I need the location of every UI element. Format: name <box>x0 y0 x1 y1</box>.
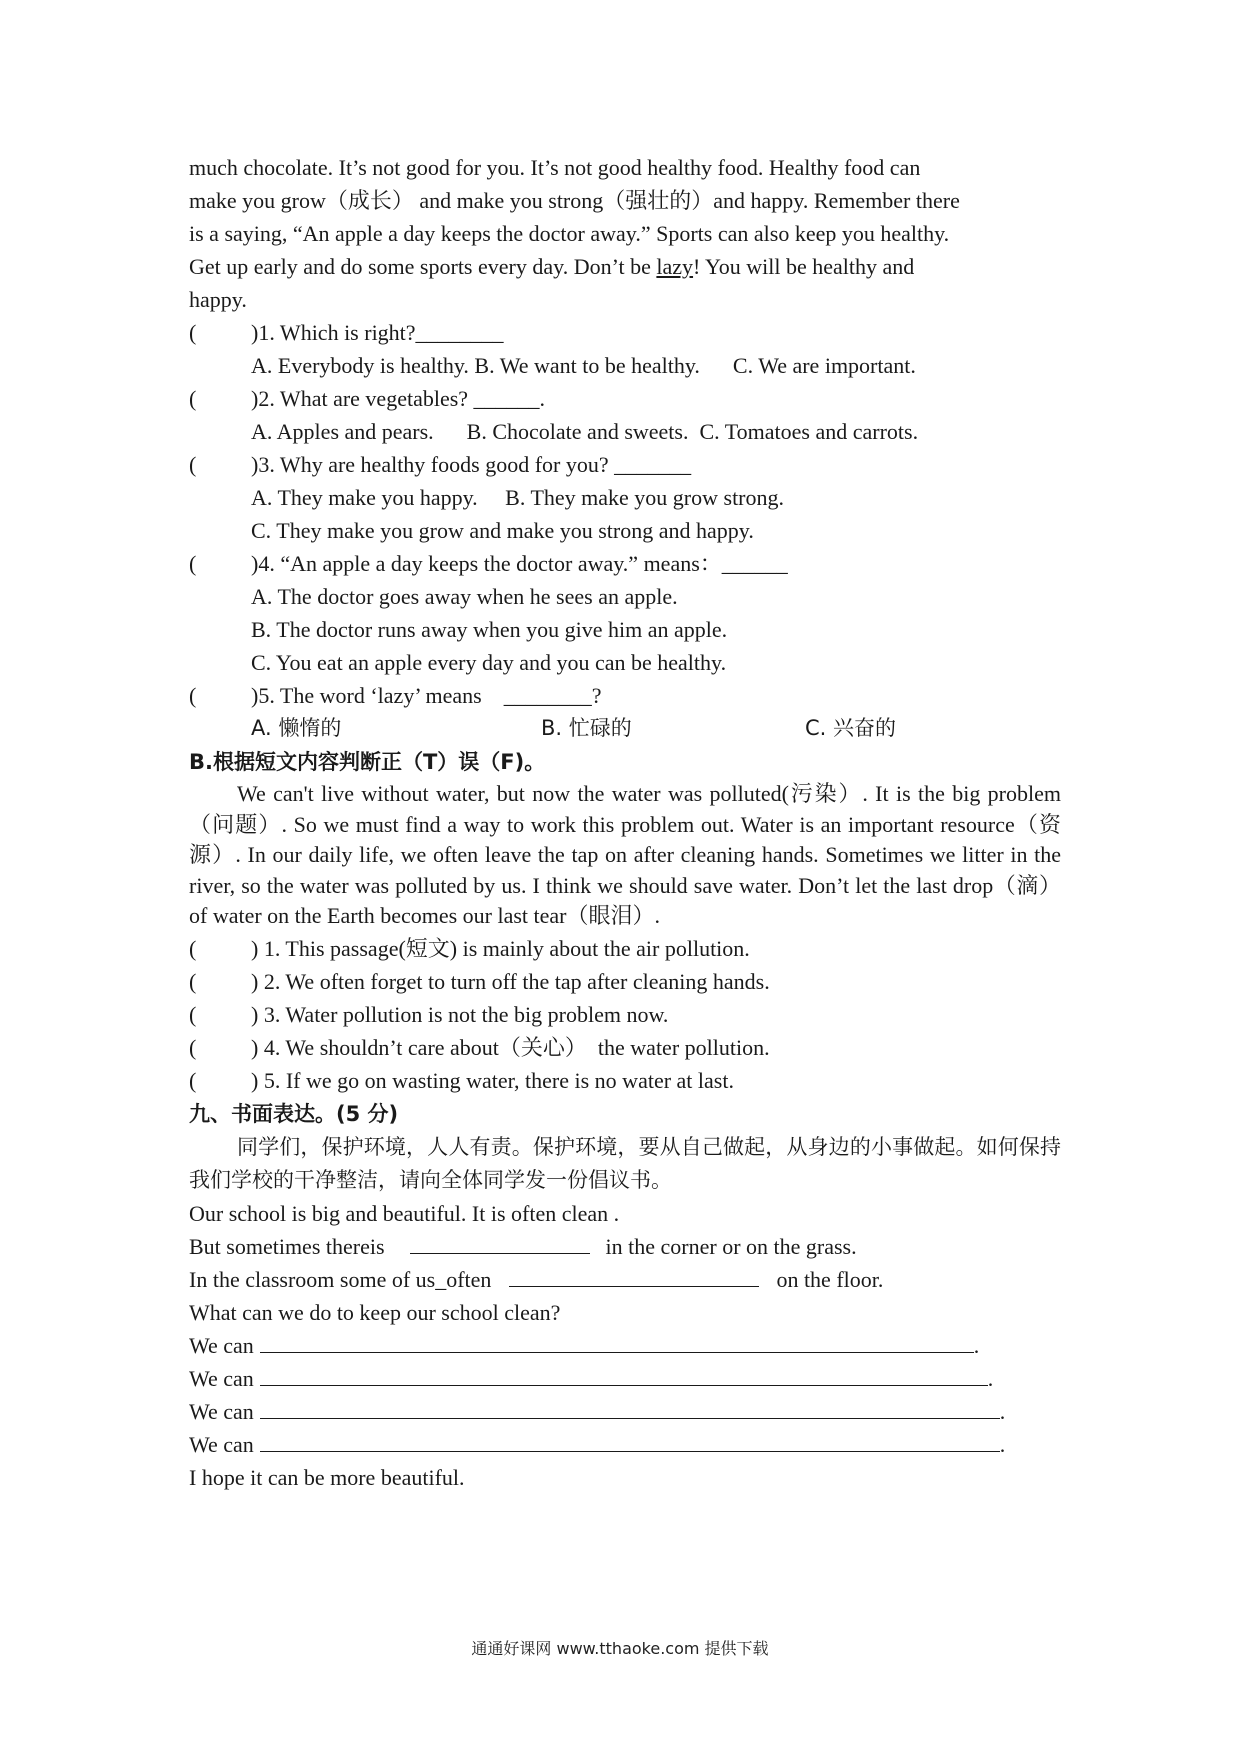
writing-prompt: 同学们，保护环境，人人有责。保护环境，要从自己做起，从身边的小事做起。如何保持我们学校的干净整洁，请向全体同学发一份倡议书。 <box>189 1134 1061 1192</box>
passage-a-line-1: much chocolate. It’s not good for you. It’s not good healthy food. Healthy food can <box>189 155 921 180</box>
we-can-label: We can <box>189 1431 254 1457</box>
footer-credit: 通通好课网 www.tthaoke.com 提供下载 <box>471 1639 769 1658</box>
option-a: A. 懒惰的 <box>251 716 342 740</box>
question-3-option-c: C. They make you grow and make you strong and happy. <box>251 518 754 543</box>
question-stem: )2. What are vegetables? ______. <box>251 386 546 411</box>
question-1-options: A. Everybody is healthy. B. We want to be healthy. C. We are important. <box>251 353 916 378</box>
passage-a-line-4-start: Get up early and do some sports every day. Don’t be <box>189 254 657 279</box>
question-2 <box>189 382 1061 415</box>
answer-paren[interactable]: ( <box>189 320 197 345</box>
writing-blank[interactable] <box>260 1363 988 1386</box>
writing-line-3-start: In the classroom some of us_often <box>189 1266 492 1292</box>
question-4 <box>189 547 1061 580</box>
writing-line-1: Our school is big and beautiful. It is often clean . <box>189 1200 620 1226</box>
we-can-label: We can <box>189 1365 254 1391</box>
tf-statement: ) 3. Water pollution is not the big problem now. <box>251 1001 669 1027</box>
closing-line: I hope it can be more beautiful. <box>189 1464 465 1490</box>
tf-statement: ) 5. If we go on wasting water, there is no water at last. <box>251 1067 734 1093</box>
answer-paren[interactable]: ( <box>189 1034 197 1060</box>
writing-blank[interactable] <box>260 1396 1000 1419</box>
line-period: . <box>973 1332 980 1358</box>
line-period: . <box>999 1398 1006 1424</box>
answer-paren[interactable]: ( <box>189 452 197 477</box>
passage-a-line-3: is a saying, “An apple a day keeps the doctor away.” Sports can also keep you healthy. <box>189 221 950 246</box>
writing-blank[interactable] <box>260 1330 974 1353</box>
tf-statement: ) 1. This passage(短文) is mainly about the air pollution. <box>251 935 750 961</box>
answer-paren[interactable]: ( <box>189 683 197 708</box>
question-5 <box>189 679 1061 712</box>
tf-item-5 <box>189 1064 1061 1097</box>
passage-a-line-5: happy. <box>189 287 247 312</box>
option-b: B. 忙碌的 <box>541 716 632 740</box>
we-can-line-3 <box>189 1395 1061 1428</box>
question-3-options-ab: A. They make you happy. B. They make you grow strong. <box>251 485 785 510</box>
writing-line-2-start: But sometimes thereis <box>189 1233 385 1259</box>
answer-paren[interactable]: ( <box>189 551 197 576</box>
question-1 <box>189 316 1061 349</box>
writing-line-3 <box>189 1263 1061 1296</box>
answer-paren[interactable]: ( <box>189 935 197 961</box>
question-stem: )5. The word ‘lazy’ means ________? <box>251 683 602 708</box>
we-can-label: We can <box>189 1398 254 1424</box>
tf-statement: ) 4. We shouldn’t care about（关心） the water pollution. <box>251 1034 770 1060</box>
option-c: C. 兴奋的 <box>805 716 897 740</box>
question-4-option-b: B. The doctor runs away when you give him an apple. <box>251 617 728 642</box>
answer-paren[interactable]: ( <box>189 1067 197 1093</box>
section-9-title: 九、书面表达。(5 分) <box>189 1101 399 1126</box>
we-can-label: We can <box>189 1332 254 1358</box>
page-content <box>189 151 1061 1494</box>
we-can-line-4 <box>189 1428 1061 1461</box>
tf-item-2 <box>189 965 1061 998</box>
question-2-options: A. Apples and pears. B. Chocolate and sweets. C. Tomatoes and carrots. <box>251 419 919 444</box>
line-period: . <box>999 1431 1006 1457</box>
question-3 <box>189 448 1061 481</box>
tf-statement: ) 2. We often forget to turn off the tap after cleaning hands. <box>251 968 770 994</box>
passage-a-line-4-end: ! You will be healthy and <box>693 254 915 279</box>
we-can-line-1 <box>189 1329 1061 1362</box>
question-5-options <box>189 712 1061 745</box>
we-can-line-2 <box>189 1362 1061 1395</box>
writing-line-2 <box>189 1230 1061 1263</box>
question-stem: )1. Which is right?________ <box>251 320 504 345</box>
writing-line-2-end: in the corner or on the grass. <box>605 1233 857 1259</box>
fill-in-blank[interactable] <box>410 1233 590 1254</box>
underlined-word-lazy: lazy <box>656 254 694 279</box>
answer-paren[interactable]: ( <box>189 386 197 411</box>
tf-item-3 <box>189 998 1061 1031</box>
line-period: . <box>987 1365 994 1391</box>
question-stem: )4. “An apple a day keeps the doctor away.” means：______ <box>251 551 788 576</box>
writing-line-3-end: on the floor. <box>776 1266 884 1292</box>
question-4-option-c: C. You eat an apple every day and you can be healthy. <box>251 650 727 675</box>
section-b-title: B.根据短文内容判断正（T）误（F)。 <box>189 750 546 774</box>
writing-line-4: What can we do to keep our school clean? <box>189 1299 561 1325</box>
question-stem: )3. Why are healthy foods good for you? _______ <box>251 452 692 477</box>
writing-blank[interactable] <box>260 1429 1000 1452</box>
passage-a-line-2: make you grow（成长） and make you strong（强壮的）and happy. Remember there <box>189 188 960 213</box>
passage-a-line-4 <box>189 250 1061 283</box>
passage-b: We can't live without water, but now the water was polluted(污染）. It is the big problem（问题）. So we must find a way to work this problem out. Water is an important resource（资源）. In our daily life, we often leave the tap on after cleaning hands. Sometimes we litter in the river, so the water was polluted by us. I think we should save water. Don’t let the last drop（滴） of water on the Earth becomes our last tear（眼泪）. <box>189 781 1061 928</box>
answer-paren[interactable]: ( <box>189 968 197 994</box>
tf-item-4 <box>189 1031 1061 1064</box>
fill-in-blank[interactable] <box>509 1266 759 1287</box>
tf-item-1 <box>189 932 1061 965</box>
answer-paren[interactable]: ( <box>189 1001 197 1027</box>
question-4-option-a: A. The doctor goes away when he sees an apple. <box>251 584 678 609</box>
